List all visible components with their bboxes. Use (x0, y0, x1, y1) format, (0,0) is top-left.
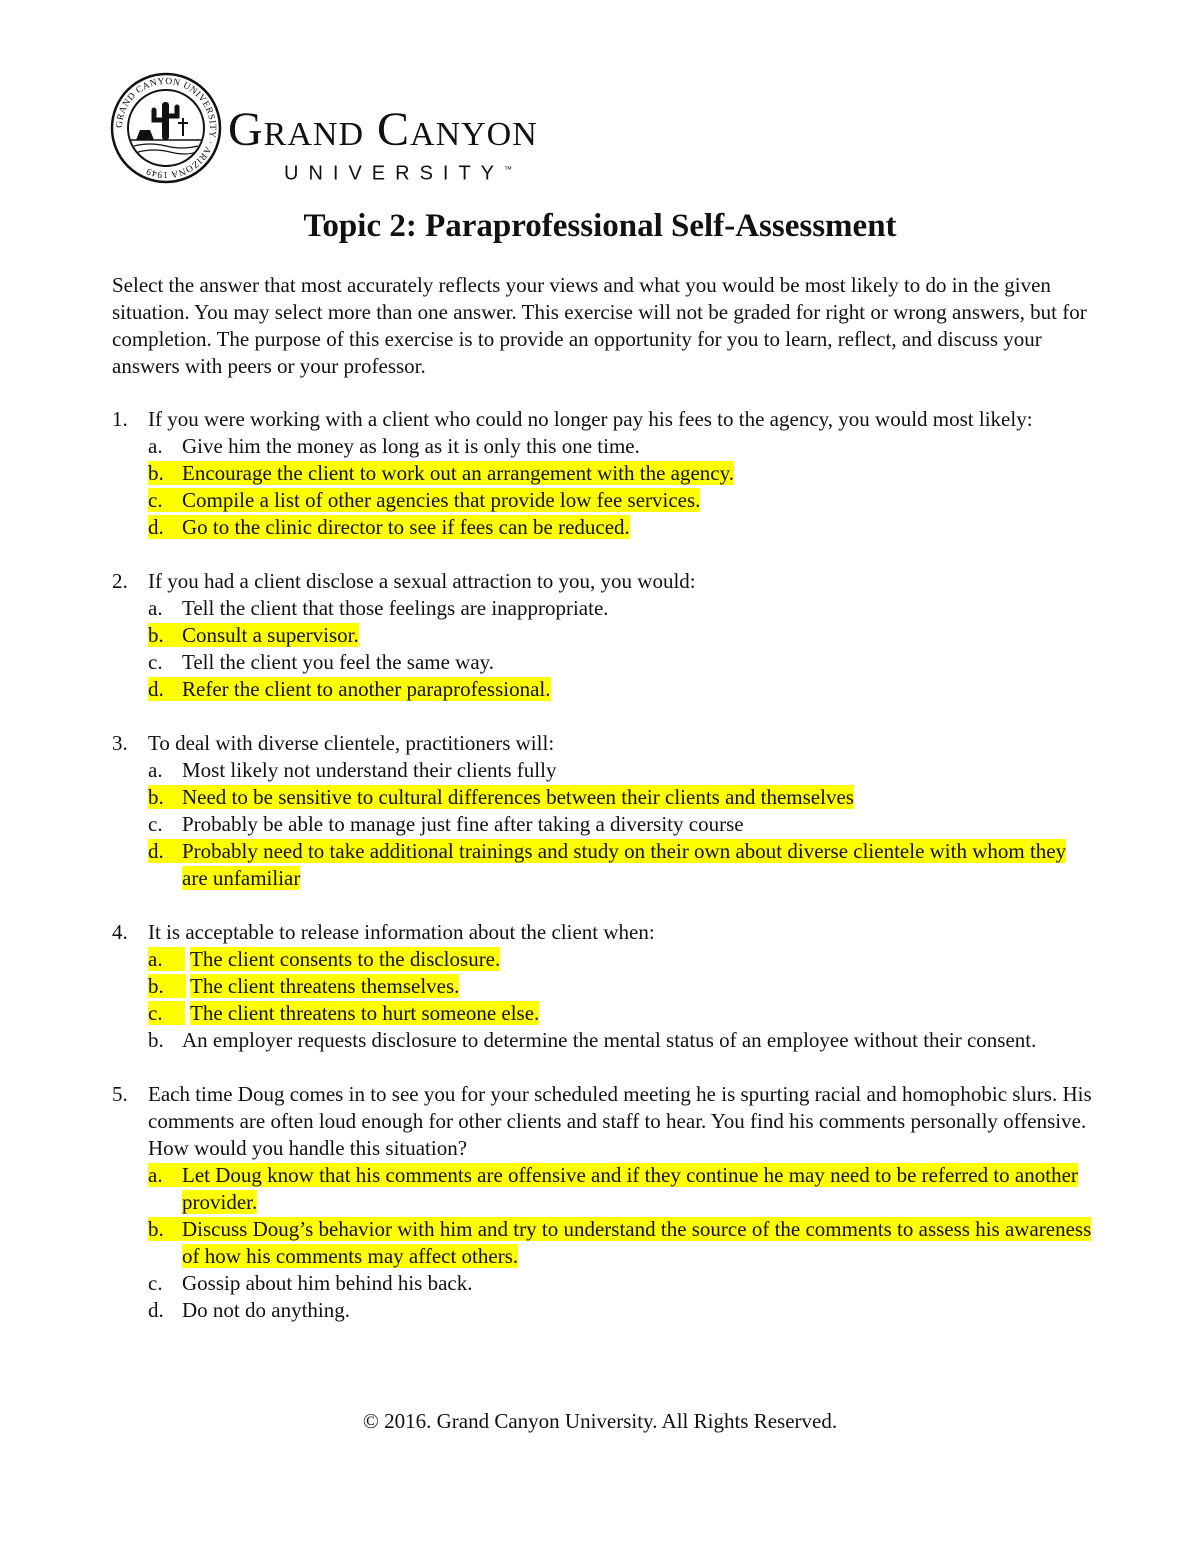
question-list (112, 406, 1092, 1324)
answer-options (112, 757, 1092, 892)
answer-options (112, 595, 1092, 703)
answer-option-highlighted (148, 487, 1092, 514)
question-number: 4. (112, 920, 128, 944)
option-text: Tell the client that those feelings are inappropriate. (182, 596, 609, 620)
question-item (112, 1081, 1092, 1324)
option-letter: c. (148, 1271, 163, 1295)
question-stem (112, 568, 1092, 595)
answer-options (112, 1162, 1092, 1324)
option-letter: a. (148, 1163, 185, 1187)
option-text: Do not do anything. (182, 1298, 350, 1322)
option-letter: b. (148, 1028, 164, 1052)
answer-option-highlighted (148, 460, 1092, 487)
question-text: If you had a client disclose a sexual attraction to you, you would: (148, 569, 696, 593)
wordmark (228, 103, 538, 186)
answer-options (112, 946, 1092, 1054)
wordmark-university (284, 158, 538, 186)
answer-option (148, 595, 1092, 622)
answer-option-highlighted (148, 622, 1092, 649)
option-text: Probably need to take additional trainings and study on their own about diverse clientele with whom they are unfamiliar (182, 839, 1067, 890)
option-text: Compile a list of other agencies that provide low fee services. (182, 488, 701, 512)
option-letter: a. (148, 947, 185, 971)
option-letter: b. (148, 974, 186, 998)
answer-option (148, 757, 1092, 784)
question-number: 3. (112, 731, 128, 755)
option-text: Consult a supervisor. (182, 623, 359, 647)
question-stem (112, 919, 1092, 946)
question-item (112, 568, 1092, 703)
answer-options (112, 433, 1092, 541)
answer-option (148, 1027, 1092, 1054)
answer-option-highlighted (148, 676, 1092, 703)
question-text: If you were working with a client who could no longer pay his fees to the agency, you would most likely: (148, 407, 1033, 431)
question-stem (112, 1081, 1092, 1162)
answer-option-highlighted (148, 946, 1092, 973)
university-logo (110, 72, 610, 197)
option-letter: b. (148, 461, 186, 485)
option-text: Let Doug know that his comments are offensive and if they continue he may need to be referred to another provider. (182, 1163, 1078, 1214)
option-letter: d. (148, 1298, 164, 1322)
option-letter: a. (148, 434, 163, 458)
question-number: 2. (112, 569, 128, 593)
option-text: Encourage the client to work out an arrangement with the agency. (182, 461, 735, 485)
question-stem (112, 730, 1092, 757)
option-text: The client consents to the disclosure. (190, 947, 501, 971)
question-item (112, 406, 1092, 541)
answer-option-highlighted (148, 1000, 1092, 1027)
answer-option (148, 649, 1092, 676)
answer-option (148, 1297, 1092, 1324)
option-text: Need to be sensitive to cultural differences between their clients and themselves (182, 785, 854, 809)
question-stem (112, 406, 1092, 433)
document-body (112, 272, 1092, 1351)
answer-option (148, 1270, 1092, 1297)
option-letter: a. (148, 758, 163, 782)
university-seal-icon (110, 72, 222, 184)
option-letter: b. (148, 1217, 186, 1241)
option-letter: b. (148, 623, 186, 647)
option-text: Tell the client you feel the same way. (182, 650, 495, 674)
option-letter: d. (148, 839, 186, 863)
option-text: Probably be able to manage just fine after taking a diversity course (182, 812, 744, 836)
option-text: Go to the clinic director to see if fees can be reduced. (182, 515, 630, 539)
option-text: The client threatens to hurt someone else. (190, 1001, 540, 1025)
trademark-symbol: ™ (504, 165, 513, 174)
question-text: Each time Doug comes in to see you for your scheduled meeting he is spurting racial and homophobic slurs. His comments are often loud enough for other clients and staff to hear. You find his comments personally offensive. How would you handle this situation? (148, 1082, 1092, 1160)
option-letter: a. (148, 596, 163, 620)
answer-option-highlighted (148, 1162, 1092, 1216)
option-text: The client threatens themselves. (190, 974, 460, 998)
answer-option-highlighted (148, 838, 1092, 892)
question-text: It is acceptable to release information about the client when: (148, 920, 655, 944)
option-text: An employer requests disclosure to determine the mental status of an employee without their consent. (182, 1028, 1037, 1052)
option-text: Discuss Doug’s behavior with him and try to understand the source of the comments to assess his awareness of how his comments may affect others. (182, 1217, 1092, 1268)
answer-option-highlighted (148, 514, 1092, 541)
answer-option-highlighted (148, 1216, 1092, 1270)
answer-option-highlighted (148, 784, 1092, 811)
seal-text: GRAND CANYON UNIVERSITY · ARIZONA 1949 (114, 76, 218, 180)
option-letter: c. (148, 488, 185, 512)
answer-option (148, 811, 1092, 838)
option-letter: d. (148, 515, 186, 539)
question-number: 5. (112, 1082, 128, 1106)
question-item (112, 730, 1092, 892)
question-text: To deal with diverse clientele, practitioners will: (148, 731, 555, 755)
option-letter: c. (148, 1001, 185, 1025)
option-letter: b. (148, 785, 186, 809)
option-letter: c. (148, 650, 163, 674)
option-letter: c. (148, 812, 163, 836)
question-item (112, 919, 1092, 1054)
wordmark-university-text: UNIVERSITY (284, 162, 505, 185)
wordmark-grand-canyon: Grand Canyon (228, 103, 538, 156)
document-title: Topic 2: Paraprofessional Self-Assessment (303, 208, 897, 244)
instructions-paragraph: Select the answer that most accurately reflects your views and what you would be most likely to do in the given situation. You may select more than one answer. This exercise will not be graded for right or wrong answers, but for completion. The purpose of this exercise is to provide an opportunity for you to learn, reflect, and discuss your answers with peers or your professor. (112, 273, 1087, 378)
answer-option-highlighted (148, 973, 1092, 1000)
option-text: Most likely not understand their clients fully (182, 758, 557, 782)
copyright-footer: © 2016. Grand Canyon University. All Rights Reserved. (362, 1409, 838, 1433)
option-text: Gossip about him behind his back. (182, 1271, 473, 1295)
answer-option (148, 433, 1092, 460)
option-text: Give him the money as long as it is only this one time. (182, 434, 640, 458)
question-number: 1. (112, 407, 128, 431)
option-letter: d. (148, 677, 186, 701)
option-text: Refer the client to another paraprofessional. (182, 677, 551, 701)
